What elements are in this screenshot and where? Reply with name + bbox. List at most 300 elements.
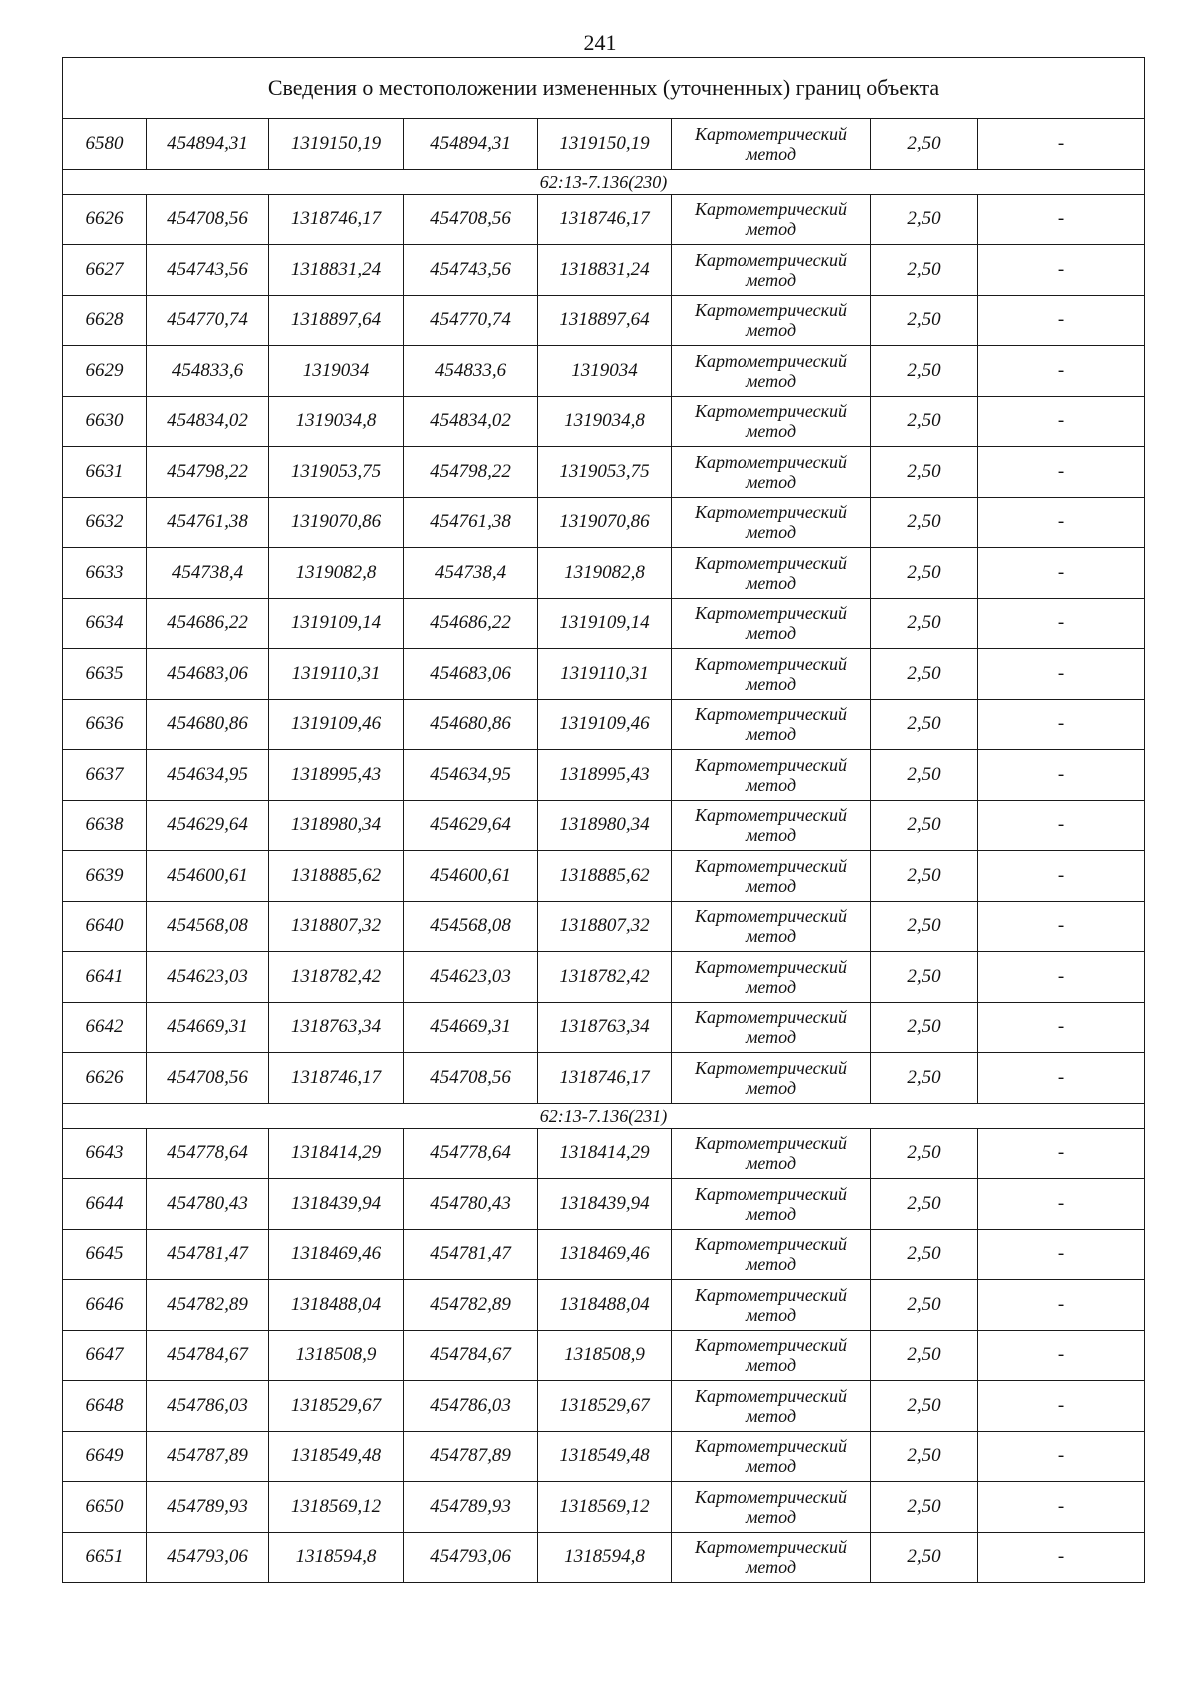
y-old-cell: 1318807,32 — [269, 901, 404, 952]
precision-cell: 2,50 — [871, 497, 978, 548]
y-old-cell: 1318885,62 — [269, 851, 404, 902]
description-cell: - — [978, 800, 1145, 851]
y-new-cell: 1319070,86 — [538, 497, 672, 548]
point-number-cell: 6651 — [63, 1532, 147, 1583]
precision-cell: 2,50 — [871, 119, 978, 170]
table-body — [63, 119, 1145, 1583]
table-row — [63, 649, 1145, 700]
point-number-cell: 6645 — [63, 1229, 147, 1280]
point-number-cell: 6640 — [63, 901, 147, 952]
method-cell — [672, 497, 871, 548]
y-old-cell: 1318529,67 — [269, 1381, 404, 1432]
method-cell — [672, 245, 871, 296]
description-cell: - — [978, 346, 1145, 397]
method-line-2: метод — [745, 143, 797, 164]
table-row — [63, 548, 1145, 599]
x-old-cell: 454623,03 — [147, 952, 269, 1003]
point-number-cell: 6646 — [63, 1280, 147, 1331]
method-cell — [672, 548, 871, 599]
method-line-1: Картометрический — [694, 855, 847, 876]
table-row — [63, 1381, 1145, 1432]
y-old-cell: 1318569,12 — [269, 1482, 404, 1533]
point-number-cell: 6630 — [63, 396, 147, 447]
y-old-cell: 1318469,46 — [269, 1229, 404, 1280]
x-new-cell: 454834,02 — [404, 396, 538, 447]
method-cell — [672, 1532, 871, 1583]
point-number-cell: 6627 — [63, 245, 147, 296]
y-old-cell: 1319110,31 — [269, 649, 404, 700]
precision-cell: 2,50 — [871, 649, 978, 700]
x-new-cell: 454786,03 — [404, 1381, 538, 1432]
method-line-2: метод — [745, 724, 797, 745]
x-new-cell: 454680,86 — [404, 699, 538, 750]
x-old-cell: 454787,89 — [147, 1431, 269, 1482]
method-line-2: метод — [745, 421, 797, 442]
method-line-1: Картометрический — [694, 1007, 847, 1028]
method-line-1: Картометрический — [694, 300, 847, 321]
method-line-2: метод — [745, 1456, 797, 1477]
precision-cell: 2,50 — [871, 1229, 978, 1280]
x-new-cell: 454669,31 — [404, 1002, 538, 1053]
method-line-2: метод — [745, 774, 797, 795]
description-cell: - — [978, 1381, 1145, 1432]
method-cell — [672, 396, 871, 447]
table-row — [63, 598, 1145, 649]
section-label: 62:13-7.136(230) — [63, 169, 1145, 194]
y-old-cell: 1319034 — [269, 346, 404, 397]
y-new-cell: 1318469,46 — [538, 1229, 672, 1280]
method-line-2: метод — [745, 673, 797, 694]
table-row — [63, 851, 1145, 902]
method-cell — [672, 649, 871, 700]
table-row — [63, 1482, 1145, 1533]
method-line-1: Картометрический — [694, 1335, 847, 1356]
point-number-cell: 6629 — [63, 346, 147, 397]
method-line-2: метод — [745, 370, 797, 391]
method-cell — [672, 1053, 871, 1104]
table-row — [63, 800, 1145, 851]
point-number-cell: 6644 — [63, 1179, 147, 1230]
x-new-cell: 454798,22 — [404, 447, 538, 498]
point-number-cell: 6632 — [63, 497, 147, 548]
point-number-cell: 6637 — [63, 750, 147, 801]
method-cell — [672, 952, 871, 1003]
method-line-2: метод — [745, 1304, 797, 1325]
x-old-cell: 454708,56 — [147, 1053, 269, 1104]
y-new-cell: 1318594,8 — [538, 1532, 672, 1583]
point-number-cell: 6626 — [63, 194, 147, 245]
method-line-2: метод — [745, 522, 797, 543]
precision-cell: 2,50 — [871, 598, 978, 649]
x-old-cell: 454669,31 — [147, 1002, 269, 1053]
table-row — [63, 295, 1145, 346]
point-number-cell: 6643 — [63, 1128, 147, 1179]
description-cell: - — [978, 952, 1145, 1003]
x-new-cell: 454708,56 — [404, 194, 538, 245]
y-new-cell: 1318782,42 — [538, 952, 672, 1003]
y-new-cell: 1319110,31 — [538, 649, 672, 700]
x-new-cell: 454784,67 — [404, 1330, 538, 1381]
point-number-cell: 6648 — [63, 1381, 147, 1432]
description-cell: - — [978, 1532, 1145, 1583]
method-line-2: метод — [745, 1557, 797, 1578]
point-number-cell: 6635 — [63, 649, 147, 700]
x-new-cell: 454787,89 — [404, 1431, 538, 1482]
y-old-cell: 1319070,86 — [269, 497, 404, 548]
point-number-cell: 6639 — [63, 851, 147, 902]
point-number-cell: 6638 — [63, 800, 147, 851]
y-new-cell: 1318885,62 — [538, 851, 672, 902]
y-old-cell: 1318782,42 — [269, 952, 404, 1003]
x-old-cell: 454778,64 — [147, 1128, 269, 1179]
y-old-cell: 1318831,24 — [269, 245, 404, 296]
y-new-cell: 1318746,17 — [538, 1053, 672, 1104]
x-new-cell: 454782,89 — [404, 1280, 538, 1331]
x-old-cell: 454834,02 — [147, 396, 269, 447]
y-new-cell: 1318508,9 — [538, 1330, 672, 1381]
method-cell — [672, 1482, 871, 1533]
precision-cell: 2,50 — [871, 548, 978, 599]
y-old-cell: 1318746,17 — [269, 1053, 404, 1104]
description-cell: - — [978, 1330, 1145, 1381]
method-line-2: метод — [745, 1355, 797, 1376]
description-cell: - — [978, 1431, 1145, 1482]
x-new-cell: 454743,56 — [404, 245, 538, 296]
table-row — [63, 952, 1145, 1003]
method-line-1: Картометрический — [694, 1133, 847, 1154]
x-old-cell: 454833,6 — [147, 346, 269, 397]
y-new-cell: 1319082,8 — [538, 548, 672, 599]
precision-cell: 2,50 — [871, 245, 978, 296]
x-old-cell: 454782,89 — [147, 1280, 269, 1331]
method-line-2: метод — [745, 1203, 797, 1224]
method-line-1: Картометрический — [694, 1436, 847, 1457]
x-old-cell: 454600,61 — [147, 851, 269, 902]
description-cell: - — [978, 649, 1145, 700]
method-line-1: Картометрический — [694, 754, 847, 775]
precision-cell: 2,50 — [871, 1330, 978, 1381]
x-old-cell: 454793,06 — [147, 1532, 269, 1583]
x-new-cell: 454623,03 — [404, 952, 538, 1003]
point-number-cell: 6636 — [63, 699, 147, 750]
table-row — [63, 1229, 1145, 1280]
method-cell — [672, 346, 871, 397]
method-line-1: Картометрический — [694, 653, 847, 674]
precision-cell: 2,50 — [871, 952, 978, 1003]
point-number-cell: 6580 — [63, 119, 147, 170]
table-row — [63, 1330, 1145, 1381]
x-old-cell: 454686,22 — [147, 598, 269, 649]
method-line-2: метод — [745, 219, 797, 240]
x-old-cell: 454708,56 — [147, 194, 269, 245]
precision-cell: 2,50 — [871, 800, 978, 851]
y-old-cell: 1318763,34 — [269, 1002, 404, 1053]
method-cell — [672, 1431, 871, 1482]
precision-cell: 2,50 — [871, 194, 978, 245]
boundary-coordinates-table — [62, 57, 1145, 1583]
x-new-cell: 454770,74 — [404, 295, 538, 346]
method-line-1: Картометрический — [694, 249, 847, 270]
page-number: 241 — [583, 30, 617, 55]
y-old-cell: 1318980,34 — [269, 800, 404, 851]
table-row — [63, 750, 1145, 801]
method-line-2: метод — [745, 875, 797, 896]
table-row — [63, 1280, 1145, 1331]
x-new-cell: 454778,64 — [404, 1128, 538, 1179]
x-old-cell: 454789,93 — [147, 1482, 269, 1533]
boundary-table-container — [62, 57, 1144, 1583]
y-new-cell: 1318831,24 — [538, 245, 672, 296]
precision-cell: 2,50 — [871, 1128, 978, 1179]
method-line-1: Картометрический — [694, 199, 847, 220]
method-line-1: Картометрический — [694, 350, 847, 371]
description-cell: - — [978, 1002, 1145, 1053]
y-new-cell: 1318897,64 — [538, 295, 672, 346]
precision-cell: 2,50 — [871, 750, 978, 801]
method-line-1: Картометрический — [694, 401, 847, 422]
method-line-2: метод — [745, 926, 797, 947]
table-row — [63, 396, 1145, 447]
x-old-cell: 454761,38 — [147, 497, 269, 548]
method-cell — [672, 598, 871, 649]
y-new-cell: 1319109,46 — [538, 699, 672, 750]
method-line-1: Картометрический — [694, 956, 847, 977]
description-cell: - — [978, 699, 1145, 750]
description-cell: - — [978, 119, 1145, 170]
x-old-cell: 454798,22 — [147, 447, 269, 498]
x-old-cell: 454786,03 — [147, 1381, 269, 1432]
x-old-cell: 454784,67 — [147, 1330, 269, 1381]
y-new-cell: 1318763,34 — [538, 1002, 672, 1053]
x-new-cell: 454683,06 — [404, 649, 538, 700]
table-row — [63, 699, 1145, 750]
method-cell — [672, 750, 871, 801]
point-number-cell: 6631 — [63, 447, 147, 498]
y-new-cell: 1318995,43 — [538, 750, 672, 801]
method-cell — [672, 194, 871, 245]
point-number-cell: 6628 — [63, 295, 147, 346]
method-cell — [672, 1002, 871, 1053]
table-row — [63, 194, 1145, 245]
method-cell — [672, 901, 871, 952]
method-cell — [672, 800, 871, 851]
x-old-cell: 454680,86 — [147, 699, 269, 750]
method-line-2: метод — [745, 320, 797, 341]
description-cell: - — [978, 295, 1145, 346]
method-line-2: метод — [745, 1254, 797, 1275]
x-old-cell: 454770,74 — [147, 295, 269, 346]
point-number-cell: 6633 — [63, 548, 147, 599]
precision-cell: 2,50 — [871, 699, 978, 750]
table-row — [63, 1128, 1145, 1179]
point-number-cell: 6626 — [63, 1053, 147, 1104]
method-line-1: Картометрический — [694, 1234, 847, 1255]
y-new-cell: 1318569,12 — [538, 1482, 672, 1533]
method-cell — [672, 699, 871, 750]
x-new-cell: 454634,95 — [404, 750, 538, 801]
table-row — [63, 1179, 1145, 1230]
y-new-cell: 1318414,29 — [538, 1128, 672, 1179]
description-cell: - — [978, 598, 1145, 649]
precision-cell: 2,50 — [871, 1482, 978, 1533]
y-new-cell: 1319034,8 — [538, 396, 672, 447]
point-number-cell: 6649 — [63, 1431, 147, 1482]
point-number-cell: 6641 — [63, 952, 147, 1003]
table-title: Сведения о местоположении измененных (уточненных) границ объекта — [63, 58, 1145, 119]
method-line-1: Картометрический — [694, 805, 847, 826]
description-cell: - — [978, 497, 1145, 548]
precision-cell: 2,50 — [871, 1532, 978, 1583]
precision-cell: 2,50 — [871, 1053, 978, 1104]
y-old-cell: 1318549,48 — [269, 1431, 404, 1482]
y-old-cell: 1318746,17 — [269, 194, 404, 245]
x-new-cell: 454686,22 — [404, 598, 538, 649]
x-old-cell: 454780,43 — [147, 1179, 269, 1230]
y-new-cell: 1318529,67 — [538, 1381, 672, 1432]
y-old-cell: 1319034,8 — [269, 396, 404, 447]
description-cell: - — [978, 1280, 1145, 1331]
x-new-cell: 454789,93 — [404, 1482, 538, 1533]
method-line-2: метод — [745, 1506, 797, 1527]
y-new-cell: 1318549,48 — [538, 1431, 672, 1482]
method-line-2: метод — [745, 825, 797, 846]
table-row — [63, 1002, 1145, 1053]
y-new-cell: 1319053,75 — [538, 447, 672, 498]
precision-cell: 2,50 — [871, 396, 978, 447]
method-cell — [672, 1229, 871, 1280]
y-old-cell: 1318508,9 — [269, 1330, 404, 1381]
method-line-1: Картометрический — [694, 1486, 847, 1507]
method-line-1: Картометрический — [694, 451, 847, 472]
table-row — [63, 346, 1145, 397]
x-new-cell: 454708,56 — [404, 1053, 538, 1104]
y-new-cell: 1318439,94 — [538, 1179, 672, 1230]
method-line-1: Картометрический — [694, 123, 847, 144]
precision-cell: 2,50 — [871, 346, 978, 397]
method-line-2: метод — [745, 976, 797, 997]
y-old-cell: 1318995,43 — [269, 750, 404, 801]
method-line-2: метод — [745, 1027, 797, 1048]
description-cell: - — [978, 901, 1145, 952]
y-new-cell: 1318488,04 — [538, 1280, 672, 1331]
x-old-cell: 454738,4 — [147, 548, 269, 599]
y-old-cell: 1318439,94 — [269, 1179, 404, 1230]
table-row — [63, 447, 1145, 498]
method-cell — [672, 851, 871, 902]
description-cell: - — [978, 447, 1145, 498]
section-header-row — [63, 1103, 1145, 1128]
precision-cell: 2,50 — [871, 1431, 978, 1482]
method-cell — [672, 119, 871, 170]
description-cell: - — [978, 1053, 1145, 1104]
precision-cell: 2,50 — [871, 1179, 978, 1230]
method-cell — [672, 447, 871, 498]
table-row — [63, 1053, 1145, 1104]
description-cell: - — [978, 750, 1145, 801]
method-line-1: Картометрический — [694, 906, 847, 927]
description-cell: - — [978, 245, 1145, 296]
y-new-cell: 1319109,14 — [538, 598, 672, 649]
section-label: 62:13-7.136(231) — [63, 1103, 1145, 1128]
table-row — [63, 1532, 1145, 1583]
method-cell — [672, 1179, 871, 1230]
x-new-cell: 454568,08 — [404, 901, 538, 952]
method-line-1: Картометрический — [694, 502, 847, 523]
method-line-1: Картометрический — [694, 603, 847, 624]
method-line-2: метод — [745, 1405, 797, 1426]
x-old-cell: 454894,31 — [147, 119, 269, 170]
point-number-cell: 6650 — [63, 1482, 147, 1533]
point-number-cell: 6642 — [63, 1002, 147, 1053]
method-line-2: метод — [745, 1153, 797, 1174]
table-row — [63, 901, 1145, 952]
x-new-cell: 454761,38 — [404, 497, 538, 548]
y-old-cell: 1319150,19 — [269, 119, 404, 170]
x-new-cell: 454833,6 — [404, 346, 538, 397]
method-cell — [672, 1330, 871, 1381]
method-line-2: метод — [745, 623, 797, 644]
table-row — [63, 245, 1145, 296]
y-new-cell: 1318746,17 — [538, 194, 672, 245]
x-new-cell: 454894,31 — [404, 119, 538, 170]
method-line-1: Картометрический — [694, 1385, 847, 1406]
x-new-cell: 454600,61 — [404, 851, 538, 902]
method-line-1: Картометрический — [694, 704, 847, 725]
method-cell — [672, 1128, 871, 1179]
method-line-1: Картометрический — [694, 1284, 847, 1305]
description-cell: - — [978, 1229, 1145, 1280]
table-row — [63, 119, 1145, 170]
x-new-cell: 454780,43 — [404, 1179, 538, 1230]
method-line-2: метод — [745, 572, 797, 593]
y-old-cell: 1319082,8 — [269, 548, 404, 599]
description-cell: - — [978, 194, 1145, 245]
x-new-cell: 454781,47 — [404, 1229, 538, 1280]
point-number-cell: 6647 — [63, 1330, 147, 1381]
method-line-2: метод — [745, 1077, 797, 1098]
section-header-row — [63, 169, 1145, 194]
method-line-2: метод — [745, 471, 797, 492]
y-old-cell: 1319053,75 — [269, 447, 404, 498]
method-line-1: Картометрический — [694, 1057, 847, 1078]
y-new-cell: 1319150,19 — [538, 119, 672, 170]
y-old-cell: 1318897,64 — [269, 295, 404, 346]
y-old-cell: 1319109,46 — [269, 699, 404, 750]
precision-cell: 2,50 — [871, 1381, 978, 1432]
x-old-cell: 454743,56 — [147, 245, 269, 296]
precision-cell: 2,50 — [871, 851, 978, 902]
y-old-cell: 1318488,04 — [269, 1280, 404, 1331]
x-old-cell: 454629,64 — [147, 800, 269, 851]
x-old-cell: 454634,95 — [147, 750, 269, 801]
y-new-cell: 1318807,32 — [538, 901, 672, 952]
table-row — [63, 497, 1145, 548]
method-line-1: Картометрический — [694, 1537, 847, 1558]
precision-cell: 2,50 — [871, 1002, 978, 1053]
x-old-cell: 454781,47 — [147, 1229, 269, 1280]
description-cell: - — [978, 396, 1145, 447]
description-cell: - — [978, 851, 1145, 902]
method-cell — [672, 1280, 871, 1331]
y-old-cell: 1319109,14 — [269, 598, 404, 649]
y-old-cell: 1318414,29 — [269, 1128, 404, 1179]
x-new-cell: 454793,06 — [404, 1532, 538, 1583]
table-row — [63, 1431, 1145, 1482]
method-line-2: метод — [745, 269, 797, 290]
method-line-1: Картометрический — [694, 552, 847, 573]
method-line-1: Картометрический — [694, 1183, 847, 1204]
precision-cell: 2,50 — [871, 901, 978, 952]
